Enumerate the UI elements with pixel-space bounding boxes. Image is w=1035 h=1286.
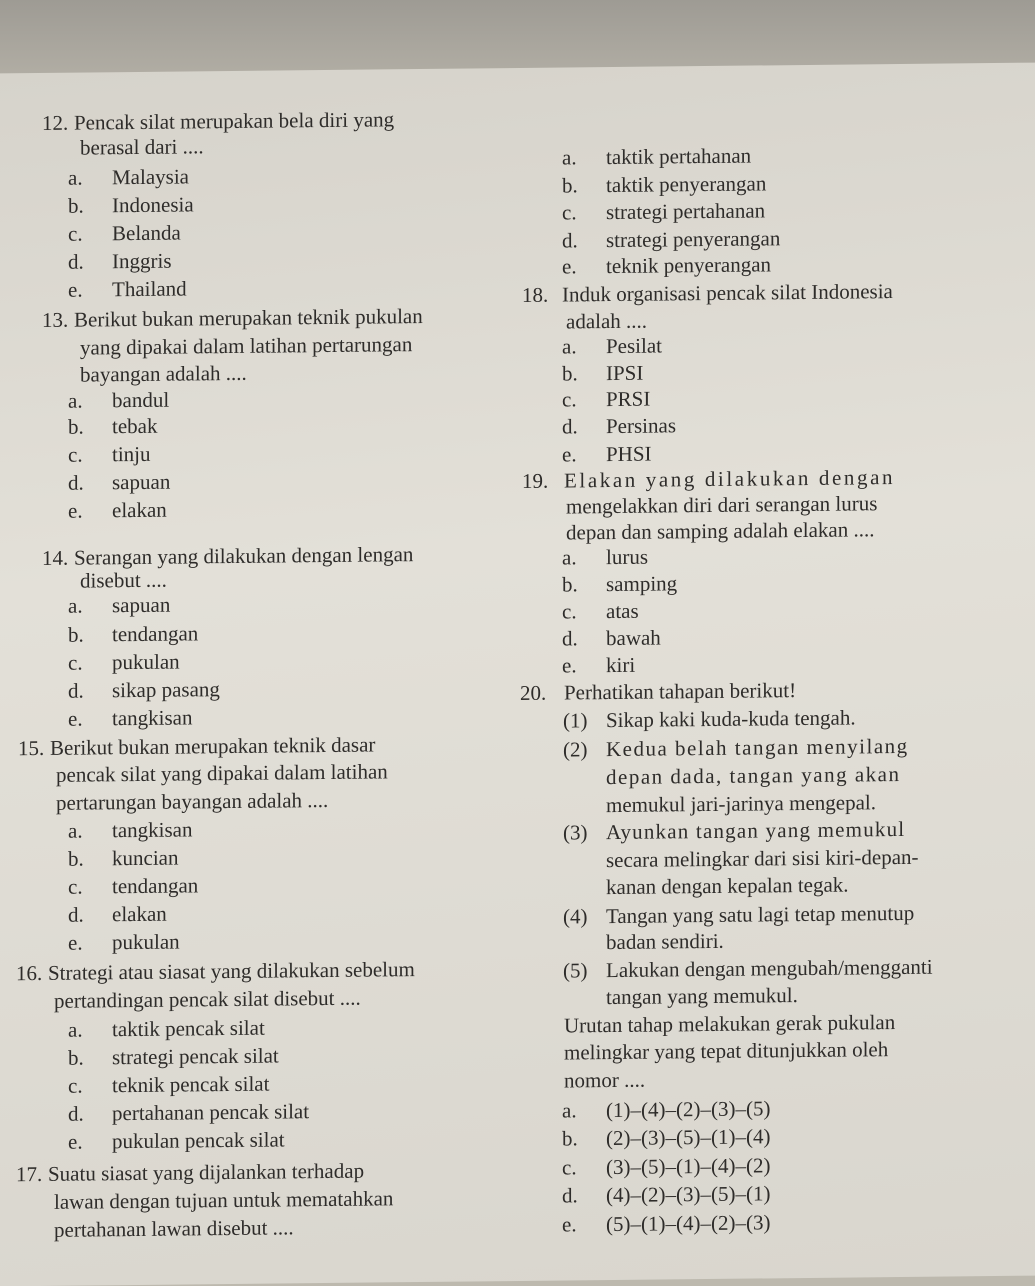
question-text: Urutan tahap melakukan gerak pukulan bbox=[564, 1010, 896, 1038]
option-text: pukulan pencak silat bbox=[112, 1127, 285, 1154]
option-letter: d. bbox=[562, 626, 578, 651]
option-text: tebak bbox=[112, 413, 158, 439]
option-text: IPSI bbox=[606, 360, 644, 386]
option-letter: c. bbox=[68, 1073, 83, 1098]
option-text: teknik pencak silat bbox=[112, 1071, 270, 1098]
option-letter: d. bbox=[68, 470, 84, 495]
option-letter: b. bbox=[68, 846, 84, 871]
option-letter: b. bbox=[562, 173, 578, 198]
step-text: badan sendiri. bbox=[606, 928, 724, 955]
option-text: PRSI bbox=[606, 386, 651, 412]
option-text: strategi pencak silat bbox=[112, 1043, 279, 1070]
question-text: Induk organisasi pencak silat Indonesia bbox=[562, 279, 893, 307]
option-text: PHSI bbox=[606, 441, 652, 467]
option-text: kiri bbox=[606, 652, 636, 678]
option-text: taktik pencak silat bbox=[112, 1015, 265, 1042]
option-text: strategi penyerangan bbox=[606, 226, 781, 253]
option-text: tendangan bbox=[112, 873, 199, 899]
question-number: 20. bbox=[520, 680, 547, 705]
option-text: tendangan bbox=[112, 621, 199, 647]
option-text: tangkisan bbox=[112, 705, 193, 731]
option-text: Thailand bbox=[112, 276, 187, 302]
question-text: mengelakkan diri dari serangan lurus bbox=[566, 491, 878, 519]
question-text: lawan dengan tujuan untuk mematahkan bbox=[54, 1186, 394, 1214]
question-text: pertandingan pencak silat disebut .... bbox=[54, 985, 361, 1013]
option-text: pukulan bbox=[112, 929, 180, 955]
option-letter: b. bbox=[562, 361, 578, 386]
question-text: melingkar yang tepat ditunjukkan oleh bbox=[564, 1037, 889, 1065]
option-letter: a. bbox=[562, 545, 577, 570]
option-text: pukulan bbox=[112, 649, 180, 675]
option-text: tinju bbox=[112, 441, 151, 467]
option-text: Persinas bbox=[606, 413, 676, 439]
question-text: Strategi atau siasat yang dilakukan sebelum bbox=[48, 957, 415, 985]
option-text: taktik penyerangan bbox=[606, 171, 767, 198]
option-letter: d. bbox=[562, 1183, 578, 1208]
question-number: 14. bbox=[42, 545, 69, 570]
option-text: pertahanan pencak silat bbox=[112, 1099, 310, 1126]
option-letter: d. bbox=[68, 249, 84, 274]
option-letter: c. bbox=[562, 1155, 577, 1180]
step-number: (2) bbox=[563, 737, 588, 762]
option-text: sikap pasang bbox=[112, 677, 220, 703]
question-text: berasal dari .... bbox=[80, 134, 204, 160]
question-text: pertahanan lawan disebut .... bbox=[54, 1215, 294, 1242]
option-text: lurus bbox=[606, 544, 648, 570]
step-text: tangan yang memukul. bbox=[606, 983, 798, 1010]
step-number: (1) bbox=[563, 708, 588, 733]
option-letter: d. bbox=[562, 228, 578, 253]
option-text: teknik penyerangan bbox=[606, 252, 772, 279]
step-text: secara melingkar dari sisi kiri-depan- bbox=[606, 844, 919, 873]
option-text: tangkisan bbox=[112, 817, 193, 843]
option-text: bandul bbox=[112, 387, 170, 413]
worksheet-page bbox=[0, 63, 1035, 1286]
step-text: Sikap kaki kuda-kuda tengah. bbox=[606, 705, 856, 733]
option-letter: d. bbox=[68, 1101, 84, 1126]
option-text: (1)–(4)–(2)–(3)–(5) bbox=[606, 1096, 771, 1123]
question-text: Berikut bukan merupakan teknik pukulan bbox=[74, 303, 423, 332]
step-text: depan dada, tangan yang akan bbox=[606, 761, 901, 790]
question-number: 13. bbox=[42, 307, 69, 332]
option-text: elakan bbox=[112, 901, 167, 927]
option-text: strategi pertahanan bbox=[606, 198, 766, 225]
question-text: pencak silat yang dipakai dalam latihan bbox=[56, 759, 388, 787]
option-text: (2)–(3)–(5)–(1)–(4) bbox=[606, 1124, 771, 1151]
question-number: 15. bbox=[18, 735, 45, 761]
option-letter: d. bbox=[68, 678, 84, 703]
step-text: memukul jari-jarinya mengepal. bbox=[606, 790, 876, 818]
option-letter: a. bbox=[68, 593, 83, 618]
step-text: Kedua belah tangan menyilang bbox=[606, 733, 909, 762]
step-text: Lakukan dengan mengubah/mengganti bbox=[606, 954, 933, 983]
option-text: (4)–(2)–(3)–(5)–(1) bbox=[606, 1181, 771, 1208]
question-text: nomor .... bbox=[564, 1067, 646, 1093]
question-text: adalah .... bbox=[566, 308, 648, 334]
option-text: Pesilat bbox=[606, 333, 662, 359]
option-text: samping bbox=[606, 571, 678, 597]
option-letter: e. bbox=[562, 653, 577, 678]
option-letter: e. bbox=[68, 1129, 83, 1154]
option-text: Inggris bbox=[112, 248, 172, 274]
question-text: Elakan yang dilakukan dengan bbox=[564, 465, 896, 493]
option-letter: c. bbox=[68, 650, 83, 675]
option-text: elakan bbox=[112, 497, 167, 523]
option-letter: d. bbox=[68, 902, 84, 927]
option-letter: a. bbox=[562, 1098, 577, 1123]
question-text: yang dipakai dalam latihan pertarungan bbox=[80, 332, 413, 360]
step-number: (3) bbox=[563, 820, 588, 845]
option-text: Malaysia bbox=[112, 164, 189, 190]
option-letter: a. bbox=[562, 334, 577, 359]
question-text: depan dan samping adalah elakan .... bbox=[566, 517, 875, 545]
option-letter: b. bbox=[68, 193, 84, 218]
step-number: (5) bbox=[563, 958, 588, 983]
option-text: Indonesia bbox=[112, 192, 194, 218]
question-number: 12. bbox=[42, 110, 69, 135]
option-letter: e. bbox=[68, 277, 83, 302]
option-letter: b. bbox=[562, 1126, 578, 1151]
question-text: Serangan yang dilakukan dengan lengan bbox=[74, 542, 414, 570]
option-letter: b. bbox=[68, 414, 84, 439]
option-text: kuncian bbox=[112, 845, 179, 871]
option-letter: c. bbox=[562, 599, 577, 624]
question-text: Pencak silat merupakan bela diri yang bbox=[74, 107, 395, 135]
option-letter: a. bbox=[68, 388, 83, 413]
option-letter: e. bbox=[68, 706, 83, 731]
option-text: sapuan bbox=[112, 469, 171, 495]
option-letter: a. bbox=[68, 1017, 83, 1042]
question-number: 16. bbox=[16, 960, 43, 986]
question-text: Perhatikan tahapan berikut! bbox=[564, 678, 797, 705]
option-letter: e. bbox=[562, 1212, 577, 1237]
question-text: pertarungan bayangan adalah .... bbox=[56, 787, 329, 815]
question-number: 18. bbox=[522, 282, 549, 307]
option-letter: c. bbox=[562, 387, 577, 412]
step-text: Tangan yang satu lagi tetap menutup bbox=[606, 900, 915, 929]
option-letter: c. bbox=[68, 442, 83, 467]
question-text: Suatu siasat yang dijalankan terhadap bbox=[48, 1158, 365, 1186]
option-letter: a. bbox=[68, 818, 83, 843]
option-text: atas bbox=[606, 598, 639, 624]
question-number: 17. bbox=[16, 1161, 43, 1187]
option-text: bawah bbox=[606, 625, 661, 651]
option-letter: a. bbox=[562, 145, 577, 170]
question-text: Berikut bukan merupakan teknik dasar bbox=[50, 732, 376, 760]
option-text: sapuan bbox=[112, 592, 171, 618]
option-letter: c. bbox=[562, 200, 577, 225]
option-text: taktik pertahanan bbox=[606, 143, 752, 170]
step-text: Ayunkan tangan yang memukul bbox=[606, 816, 906, 845]
option-letter: c. bbox=[68, 221, 83, 246]
question-text: disebut .... bbox=[80, 567, 167, 593]
step-text: kanan dengan kepalan tegak. bbox=[606, 872, 849, 900]
option-letter: e. bbox=[562, 254, 577, 279]
option-letter: e. bbox=[562, 442, 577, 467]
option-letter: c. bbox=[68, 874, 83, 899]
option-letter: e. bbox=[68, 498, 83, 523]
question-number: 19. bbox=[522, 468, 549, 493]
option-text: Belanda bbox=[112, 220, 181, 246]
step-number: (4) bbox=[563, 904, 588, 929]
option-letter: d. bbox=[562, 414, 578, 439]
option-letter: a. bbox=[68, 165, 83, 190]
question-text: bayangan adalah .... bbox=[80, 360, 247, 387]
option-letter: b. bbox=[68, 622, 84, 647]
option-text: (3)–(5)–(1)–(4)–(2) bbox=[606, 1153, 771, 1180]
option-letter: b. bbox=[68, 1045, 84, 1070]
option-letter: e. bbox=[68, 930, 83, 955]
option-letter: b. bbox=[562, 572, 578, 597]
option-text: (5)–(1)–(4)–(2)–(3) bbox=[606, 1210, 771, 1237]
